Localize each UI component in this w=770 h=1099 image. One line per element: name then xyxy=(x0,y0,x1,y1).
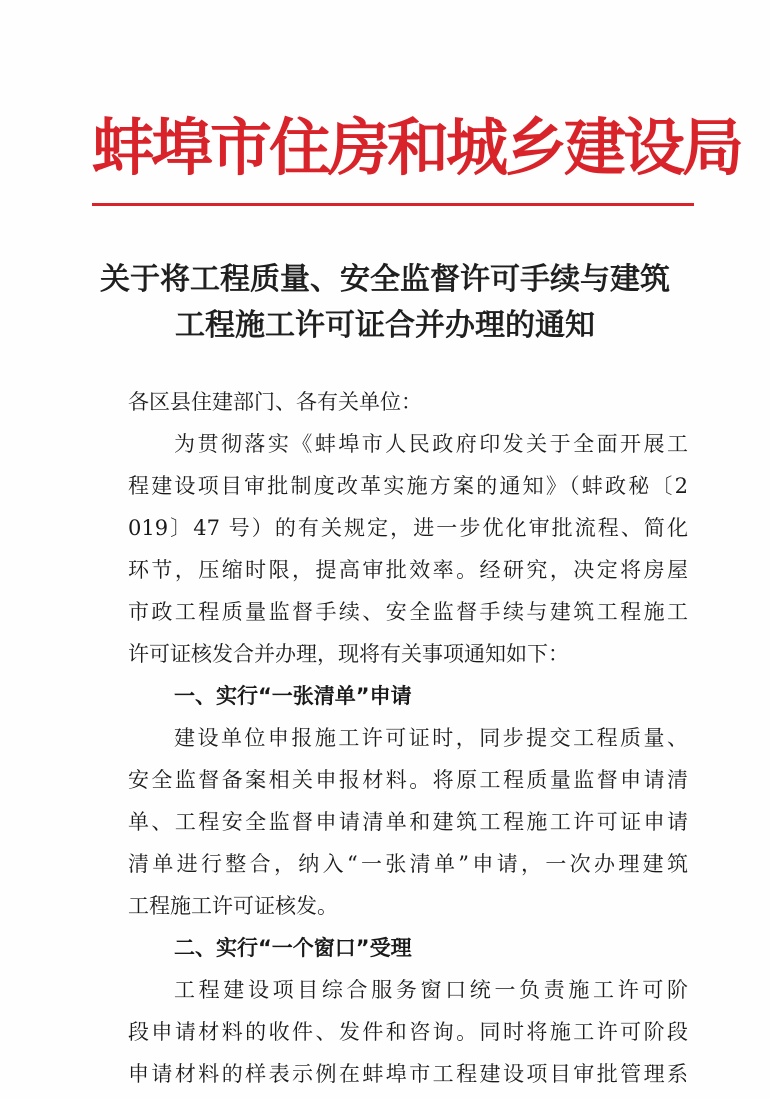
section-1-line: 工程施工许可证核发。 xyxy=(128,894,338,918)
intro-line: 019〕47 号）的有关规定，进一步优化审批流程、简化 xyxy=(128,516,688,540)
section-2-line: 段申请材料的收件、发件和咨询。同时将施工许可阶段 xyxy=(128,1020,688,1044)
issuer-masthead: 蚌埠市住房和城乡建设局 xyxy=(92,111,742,184)
section-1-heading: 一、实行“一张清单”申请 xyxy=(174,684,412,708)
salutation: 各区县住建部门、各有关单位： xyxy=(128,390,422,414)
intro-line: 市政工程质量监督手续、安全监督手续与建筑工程施工 xyxy=(128,600,688,624)
intro-line: 为贯彻落实《蚌埠市人民政府印发关于全面开展工 xyxy=(174,432,688,456)
intro-line: 许可证核发合并办理，现将有关事项通知如下： xyxy=(128,642,569,666)
intro-line: 程建设项目审批制度改革实施方案的通知》（蚌政秘〔2 xyxy=(128,474,688,498)
section-1-line: 安全监督备案相关申报材料。将原工程质量监督申请清 xyxy=(128,768,688,792)
masthead-red-rule xyxy=(92,203,694,206)
section-1-line: 清单进行整合，纳入“一张清单”申请，一次办理建筑 xyxy=(128,852,688,876)
intro-line: 环节，压缩时限，提高审批效率。经研究，决定将房屋 xyxy=(128,558,688,582)
section-2-heading: 二、实行“一个窗口”受理 xyxy=(174,936,412,960)
section-1-line: 单、工程安全监督申请清单和建筑工程施工许可证申请 xyxy=(128,810,688,834)
notice-title-line-1: 关于将工程质量、安全监督许可手续与建筑 xyxy=(100,262,670,297)
notice-title-line-2: 工程施工许可证合并办理的通知 xyxy=(175,308,595,343)
section-1-line: 建设单位申报施工许可证时，同步提交工程质量、 xyxy=(174,726,688,750)
section-2-line: 工程建设项目综合服务窗口统一负责施工许可阶 xyxy=(174,978,688,1002)
section-2-line: 申请材料的样表示例在蚌埠市工程建设项目审批管理系 xyxy=(128,1062,688,1086)
